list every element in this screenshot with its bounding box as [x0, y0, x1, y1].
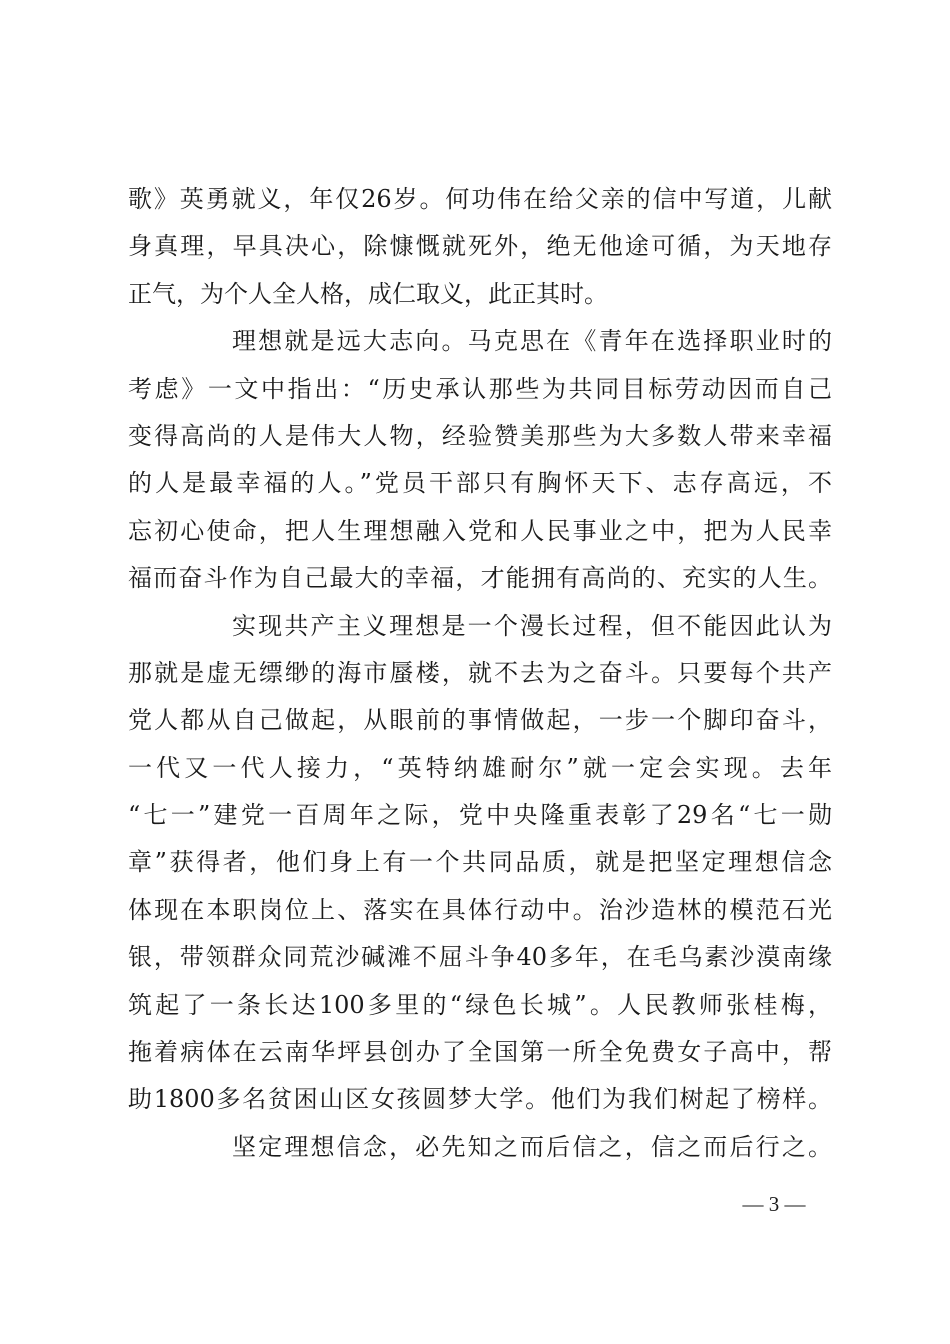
- text-line: 福而奋斗作为自己最大的幸福，才能拥有高尚的、充实的人生。: [128, 564, 832, 593]
- text-line: 那就是虚无缥缈的海市蜃楼，就不去为之奋斗。只要每个共产: [128, 658, 832, 687]
- text-line: 正气，为个人全人格，成仁取义，此正其时。: [128, 279, 608, 308]
- text-line: 筑起了一条长达100多里的“绿色长城”。人民教师张桂梅，: [128, 990, 832, 1019]
- text-line: 考虑》一文中指出：“历史承认那些为共同目标劳动因而自己: [128, 374, 832, 403]
- text-line: 变得高尚的人是伟大人物，经验赞美那些为大多数人带来幸福: [128, 421, 832, 450]
- text-line: 理想就是远大志向。马克思在《青年在选择职业时的: [232, 327, 832, 356]
- text-line: 歌》英勇就义，年仅26岁。何功伟在给父亲的信中写道，儿献: [128, 185, 832, 213]
- text-line: 坚定理想信念，必先知之而后信之，信之而后行之。: [232, 1132, 832, 1161]
- text-line: 章”获得者，他们身上有一个共同品质，就是把坚定理想信念: [128, 848, 832, 877]
- text-line: 拖着病体在云南华坪县创办了全国第一所全免费女子高中，帮: [128, 1038, 832, 1067]
- text-line: 助1800多名贫困山区女孩圆梦大学。他们为我们树起了榜样。: [128, 1085, 832, 1114]
- paragraph-3: [128, 603, 832, 1124]
- text-line: 身真理，早具决心，除慷慨就死外，绝无他途可循，为天地存: [128, 232, 832, 261]
- text-line: 银，带领群众同荒沙碱滩不屈斗争40多年，在毛乌素沙漠南缘: [128, 943, 832, 972]
- paragraph-2: [128, 318, 832, 602]
- paragraph-1: [128, 176, 832, 318]
- paragraph-4: [128, 1124, 832, 1171]
- text-line: 党人都从自己做起，从眼前的事情做起，一步一个脚印奋斗，: [128, 706, 832, 735]
- text-line: 体现在本职岗位上、落实在具体行动中。治沙造林的模范石光: [128, 895, 832, 924]
- text-line: “七一”建党一百周年之际，党中央隆重表彰了29名“七一勋: [128, 801, 832, 830]
- page-number: — 3 —: [742, 1192, 806, 1216]
- text-line: 一代又一代人接力，“英特纳雄耐尔”就一定会实现。去年: [128, 753, 832, 782]
- text-line: 忘初心使命，把人生理想融入党和人民事业之中，把为人民幸: [128, 516, 832, 545]
- text-line: 的人是最幸福的人。”党员干部只有胸怀天下、志存高远，不: [128, 469, 832, 498]
- text-line: 实现共产主义理想是一个漫长过程，但不能因此认为: [232, 611, 832, 640]
- body-text: [128, 176, 832, 1171]
